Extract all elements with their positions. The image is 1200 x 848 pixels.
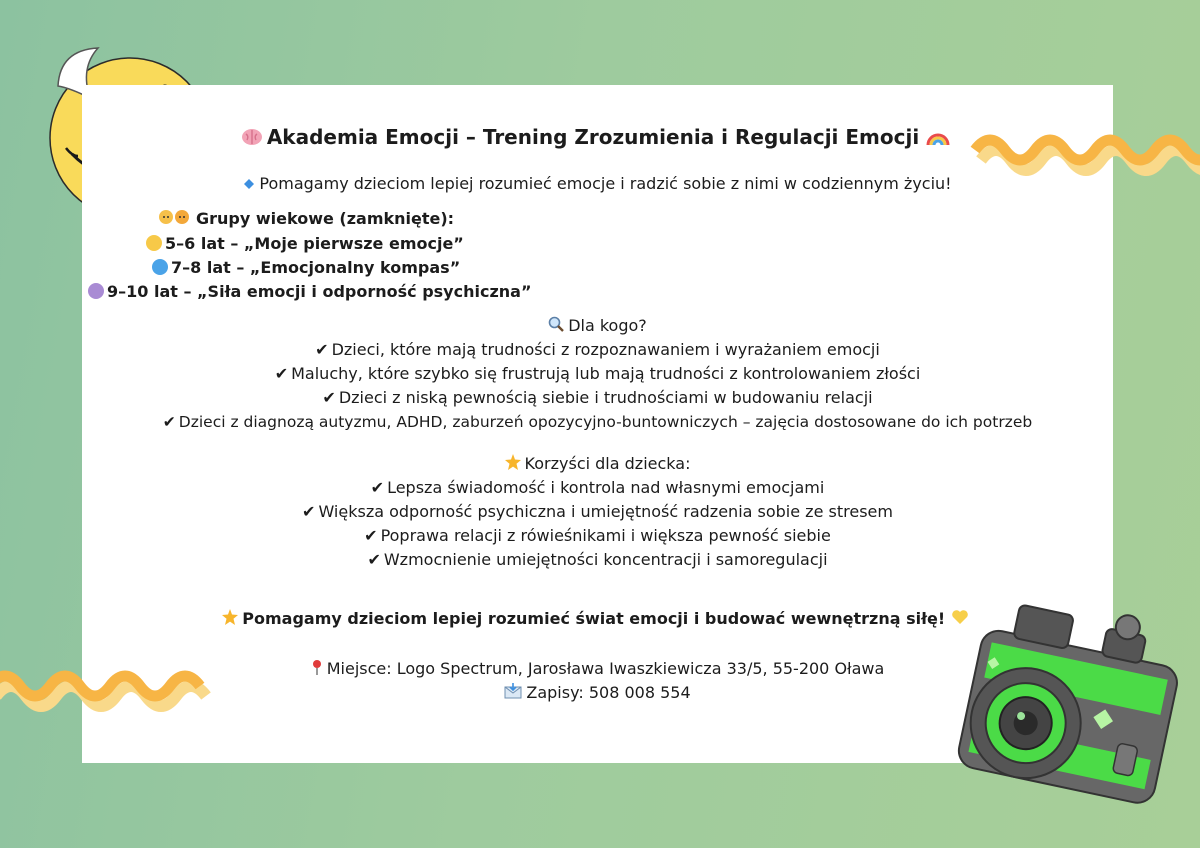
blue-diamond-icon (243, 175, 255, 195)
envelope-icon (504, 683, 522, 704)
camera-illustration-icon (940, 592, 1200, 822)
groups-heading (158, 209, 454, 230)
group-item (88, 282, 531, 302)
slogan-text: Pomagamy dzieciom lepiej rozumieć świat emocji i budować wewnętrzną siłę! (242, 609, 946, 628)
rainbow-icon (926, 129, 950, 149)
squiggle-decoration-right (970, 128, 1200, 196)
list-item (82, 412, 1113, 432)
checkmark-icon: ✔ (274, 364, 289, 383)
checkmark-icon: ✔ (370, 478, 385, 497)
brain-icon (241, 128, 263, 149)
group-item-text: 7–8 lat – „Emocjonalny kompas” (171, 258, 461, 277)
list-item (82, 388, 1113, 408)
pin-icon (311, 659, 323, 680)
list-item (82, 550, 1113, 570)
group-item-text: 5–6 lat – „Moje pierwsze emocje” (165, 234, 464, 253)
list-item-text: Poprawa relacji z rówieśnikami i większa pewność siebie (380, 526, 831, 545)
list-item-text: Dzieci, które mają trudności z rozpoznawaniem i wyrażaniem emocji (331, 340, 880, 359)
group-item-text: 9–10 lat – „Siła emocji i odporność psychiczna” (107, 282, 532, 301)
list-item (82, 364, 1113, 384)
benefits-heading (82, 454, 1113, 475)
list-item (82, 526, 1113, 546)
for-whom-heading (82, 316, 1113, 337)
checkmark-icon: ✔ (302, 502, 316, 521)
page-title (82, 127, 1113, 149)
checkmark-icon: ✔ (364, 526, 378, 545)
list-item-text: Lepsza świadomość i kontrola nad własnymi emocjami (387, 478, 825, 497)
checkmark-icon: ✔ (162, 413, 176, 431)
list-item (82, 502, 1113, 522)
star-icon (505, 454, 521, 475)
group-item (146, 234, 464, 254)
list-item-text: Dzieci z niską pewnością siebie i trudnościami w budowaniu relacji (338, 388, 873, 407)
for-whom-heading-text: Dla kogo? (568, 316, 647, 335)
blue-dot-icon (152, 259, 168, 275)
place-text: Miejsce: Logo Spectrum, Jarosława Iwaszkiewicza 33/5, 55-200 Oława (326, 659, 885, 678)
children-icon (158, 209, 192, 230)
benefits-heading-text: Korzyści dla dziecka: (524, 454, 691, 473)
list-item-text: Większa odporność psychiczna i umiejętność radzenia sobie ze stresem (318, 502, 893, 521)
title-text: Akademia Emocji – Trening Zrozumienia i Regulacji Emocji (266, 125, 920, 149)
groups-heading-text: Grupy wiekowe (zamknięte): (196, 209, 455, 228)
list-item (82, 340, 1113, 360)
checkmark-icon: ✔ (315, 340, 329, 359)
list-item-text: Dzieci z diagnozą autyzmu, ADHD, zaburzeń opozycyjno-buntowniczych – zajęcia dostosowane do ich potrzeb (178, 413, 1033, 431)
squiggle-decoration-left (0, 660, 220, 724)
yellow-dot-icon (146, 235, 162, 251)
signup-text: Zapisy: 508 008 554 (526, 683, 691, 702)
list-item-text: Maluchy, które szybko się frustrują lub mają trudności z kontrolowaniem złości (291, 364, 921, 383)
checkmark-icon: ✔ (367, 550, 381, 569)
magnifier-icon (548, 316, 564, 337)
group-item (152, 258, 460, 278)
checkmark-icon: ✔ (322, 388, 336, 407)
star-icon (222, 609, 238, 630)
intro-text: Pomagamy dzieciom lepiej rozumieć emocje i radzić sobie z nimi w codziennym życiu! (259, 174, 952, 193)
purple-dot-icon (88, 283, 104, 299)
list-item-text: Wzmocnienie umiejętności koncentracji i samoregulacji (383, 550, 828, 569)
list-item (82, 478, 1113, 498)
intro-line (82, 174, 1113, 195)
